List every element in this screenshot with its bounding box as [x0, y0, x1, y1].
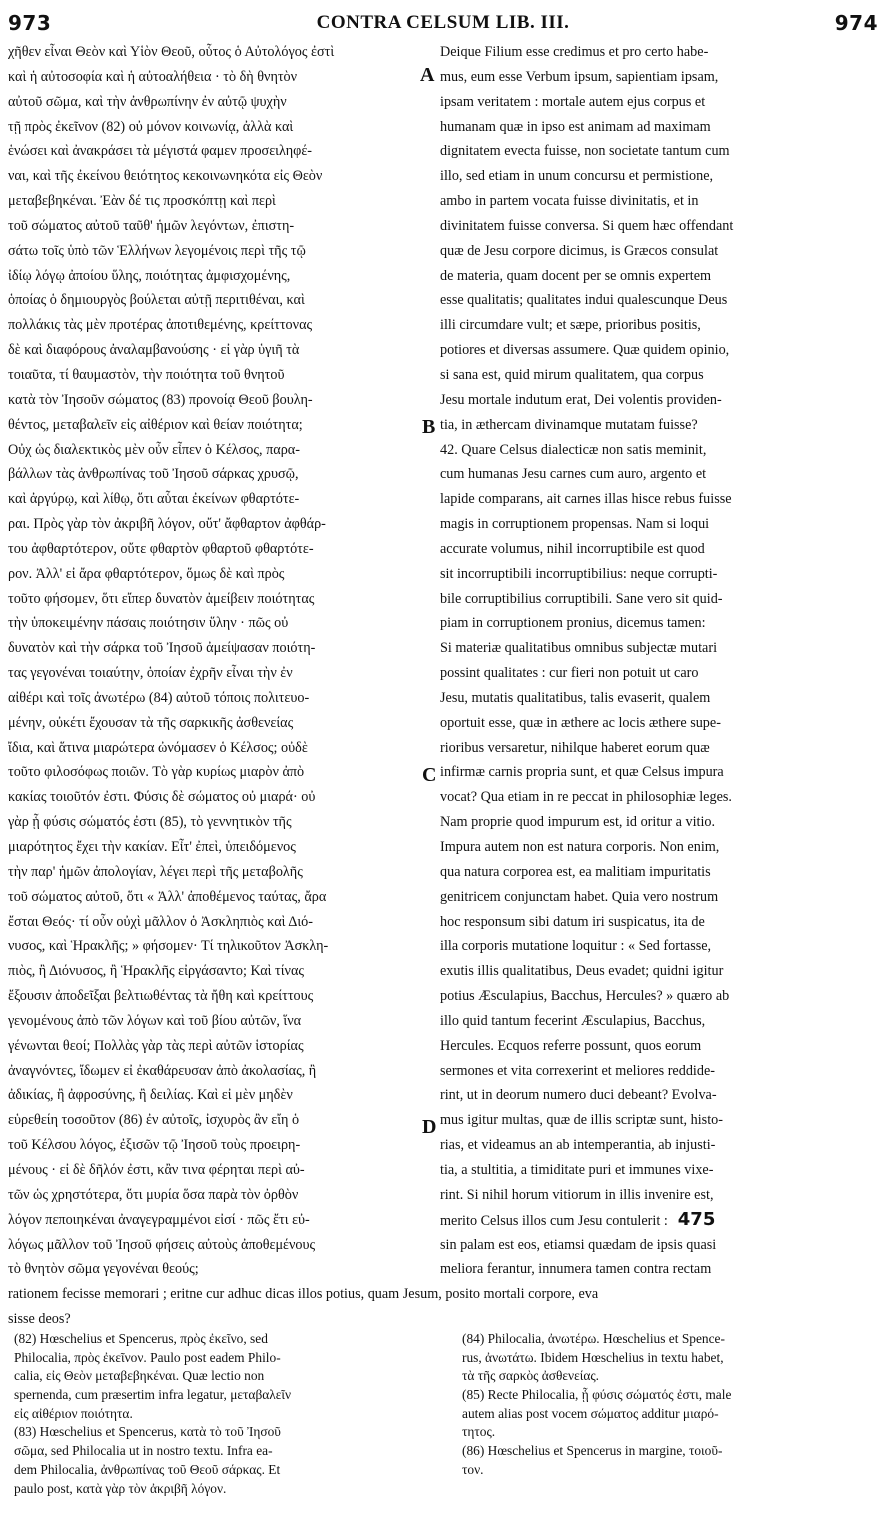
latin-text-line: lapide comparans, ait carnes illas hisce rebus fuisse [440, 491, 732, 508]
margin-letter-d: D [422, 1116, 437, 1138]
greek-text-line: πολλάκις τὰς μὲν προτέρας ἀποτιθεμένης, κρείττονας [8, 317, 313, 334]
latin-text-line: Impura autem non est natura corporis. Non enim, [440, 839, 720, 855]
greek-text-line: γὰρ ᾗ φύσις σώματός ἐστι (85), τὸ γεννητικὸν τῆς [8, 814, 292, 831]
greek-text-line: μεταβεβηκέναι. Ἐὰν δέ τις προσκόπτῃ καὶ περὶ [8, 193, 276, 210]
footnotes-left-column [14, 1330, 424, 1498]
footnote-line: τὰ τῆς σαρκὸς ἀσθενείας. [462, 1368, 600, 1384]
column-page-number: 475 [677, 1208, 716, 1230]
footnotes-right-column [462, 1330, 876, 1480]
latin-text-line: Jesu mortale indutum erat, Dei volentis providen- [440, 391, 722, 408]
latin-text-line: rias, et videamus an ab intemperantia, ab injusti- [440, 1137, 716, 1154]
running-header [8, 8, 878, 38]
greek-text-column [8, 40, 424, 1282]
greek-text-line: τοῦ σώματος αὐτοῦ ταῦθ' ἡμῶν λεγόντων, ἐπιστη- [8, 217, 295, 234]
greek-text-line: λόγως μᾶλλον τοῦ Ἰησοῦ φήσεις αὐτοὺς ἀποθεμένους [8, 1236, 316, 1253]
greek-text-line: τὸ θνητὸν σῶμα γεγονέναι θεούς; [8, 1261, 199, 1278]
latin-text-line: esse qualitatis; qualitates indui qualescunque Deus [440, 292, 728, 309]
greek-text-line: ἑνώσει καὶ ἀνακράσει τὰ μέγιστά φαμεν προσειληφέ- [8, 143, 313, 160]
greek-text-line: τοῦτο φιλοσόφως ποιῶν. Τὸ γὰρ κυρίως μιαρὸν ἀπὸ [8, 764, 305, 781]
latin-text-line: de materia, quam docent per se omnis expertem [440, 267, 712, 284]
latin-text-line: merito Celsus illos cum Jesu contulerit : 475 [440, 1208, 716, 1230]
greek-text-line: γένωνται θεοί; Πολλὰς γὰρ τὰς περὶ αὐτῶν ἱστορίας [8, 1037, 304, 1054]
footnote-line: dem Philocalia, ἀνθρωπίνας τοῦ Θεοῦ σάρκας. Et [14, 1461, 281, 1477]
greek-text-line: τὴν ὑποκειμένην πάσαις ποιότησιν ὕλην · πῶς οὐ [8, 615, 289, 632]
footnote-line: σῶμα, sed Philocalia ut in nostro textu. Infra ea- [14, 1443, 273, 1459]
greek-text-line: τας γεγονέναι τοιαύτην, ὁποίαν ἐχρῆν εἶναι τὴν ἐν [8, 665, 293, 682]
footnote-line: paulo post, κατὰ γὰρ τὸν ἀκριβῆ λόγον. [14, 1480, 227, 1496]
latin-text-line: hoc responsum sibi datum iri suspicatus, ita de [440, 913, 705, 930]
footnote-line: rus, ἀνωτάτω. Ibidem Hœschelius in textu habet, [462, 1349, 724, 1365]
footnote-line: (83) Hœschelius et Spencerus, κατὰ τὸ τοῦ Ἰησοῦ [14, 1424, 281, 1440]
greek-text-line: ἔσται Θεός· τί οὖν οὐχὶ μᾶλλον ὁ Ἀσκληπιὸς καὶ Διό- [8, 913, 313, 930]
latin-text-line: si sana est, quid mirum qualitatem, qua corpus [440, 366, 704, 383]
greek-text-line: τοῦ Κέλσου λόγος, ἐξισῶν τῷ Ἰησοῦ τοὺς προειρη- [8, 1137, 301, 1154]
greek-text-line: μένους · εἰ δὲ δῆλόν ἐστι, κἂν τινα φέρηται περὶ αὐ- [8, 1161, 305, 1178]
latin-text-line: ambo in partem vocata fuisse divinitatis, et in [440, 193, 699, 210]
margin-letter-a: A [420, 64, 435, 86]
greek-text-line: δὲ καὶ διαφόρους ἀναλαμβανούσης · εἰ γὰρ ὑγιῆ τὰ [8, 342, 300, 359]
greek-text-line: μιαρότητος ἔχει τὴν κακίαν. Εἶτ' ἐπεὶ, ὑπειδόμενος [8, 839, 296, 855]
greek-text-line: Οὐχ ὡς διαλεκτικὸς μὲν οὖν εἶπεν ὁ Κέλσος, παρα- [8, 441, 300, 458]
greek-text-line: ρον. Ἀλλ' εἰ ἄρα φθαρτότερον, ὅμως δὲ καὶ πρὸς [8, 565, 285, 582]
latin-text-line: genitricem conjunctam habet. Quia vero nostrum [440, 888, 719, 905]
latin-text-line: illo quid tantum fecerint Æsculapius, Bacchus, [440, 1012, 706, 1029]
footnote-line: τητος. [462, 1424, 496, 1440]
latin-text-line: bile corruptibilius corruptibili. Sane vero sit quid- [440, 590, 723, 607]
greek-text-line: αἰθέρι καὶ τοῖς ἀνωτέρω (84) αὐτοῦ τόποις πολιτευο- [8, 689, 310, 706]
latin-text-line: tia, a stultitia, a timiditate puri et immunes vixe- [440, 1161, 714, 1178]
greek-text-line: βάλλων τὰς ἀνθρωπίνας τοῦ Ἰησοῦ σάρκας χρυσῷ, [8, 466, 299, 483]
right-page-number: 974 [834, 11, 878, 35]
greek-text-line: κακίας τοιοῦτόν ἐστι. Φύσις δὲ σώματος οὐ μιαρά· οὐ [8, 789, 316, 806]
latin-text-line: infirmæ carnis propria sunt, et quæ Celsus impura [440, 764, 724, 781]
latin-text-line: rint. Si nihil horum vitiorum in illis invenire est, [440, 1186, 714, 1203]
latin-text-line: possint qualitates : cur fieri non potuit ut caro [440, 665, 699, 682]
greek-text-line: λόγον πεποιηκέναι ἀναγεγραμμένοι εἰσί · πῶς ἔτι εὐ- [8, 1211, 310, 1228]
latin-text-line: quæ de Jesu corpore dicimus, is Græcos consulat [440, 242, 719, 259]
greek-text-line: ἴδια, καὶ ἅτινα μιαρώτερα ὠνόμασεν ὁ Κέλσος; οὐδὲ [8, 739, 308, 756]
latin-text-line: Nam proprie quod impurum est, id oritur a vitio. [440, 814, 716, 831]
continuation-line: sisse deos? [8, 1310, 71, 1327]
footnote-line: autem alias post vocem σώματος additur μιαρό- [462, 1405, 719, 1421]
latin-text-line: potiores et diversas assumere. Quæ quidem opinio, [440, 342, 730, 359]
latin-text-line: Deique Filium esse credimus et pro certo habe- [440, 44, 709, 60]
latin-text-column [440, 40, 876, 1282]
latin-text-line: dignitatem evecta fuisse, non societate tantum cum [440, 143, 730, 160]
latin-text-line: sermones et vita correxerint et meliores reddide- [440, 1062, 715, 1079]
greek-text-line: ἀδικίας, ἢ ἀφροσύνης, ἢ δειλίας. Καὶ εἰ μὲν μηδὲν [8, 1087, 293, 1104]
latin-text-line: divinitatem fuisse conversa. Si quem hæc offendant [440, 217, 734, 234]
greek-text-line: γενομένους ἀπὸ τῶν λόγων καὶ τοῦ βίου αὐτῶν, ἵνα [8, 1012, 302, 1029]
full-width-continuation [8, 1282, 876, 1332]
greek-text-line: νυσος, καὶ Ἡρακλῆς; » φήσομεν· Τί τηλικοῦτον Ἀσκλη- [8, 938, 329, 955]
latin-text-line: humanam quæ in ipso est animam ad maximam [440, 118, 711, 135]
greek-text-line: κατὰ τὸν Ἰησοῦν σώματος (83) προνοίᾳ Θεοῦ βουλη- [8, 391, 313, 408]
latin-text-line: mus, eum esse Verbum ipsum, sapientiam ipsam, [440, 68, 719, 85]
latin-text-line: illi circumdare vult; et sæpe, prioribus positis, [440, 317, 701, 334]
latin-text-line: rioribus versaretur, nihilque haberet eorum quæ [440, 739, 710, 756]
latin-text-line: cum humanas Jesu carnes cum auro, argento et [440, 466, 707, 483]
footnote-line: τον. [462, 1461, 484, 1477]
greek-text-line: χῆθεν εἶναι Θεὸν καὶ Υἱὸν Θεοῦ, οὗτος ὁ Αὐτολόγος ἐστὶ [8, 44, 335, 60]
greek-text-line: θέντος, μεταβαλεῖν εἰς αἰθέριον καὶ θείαν ποιότητα; [8, 416, 303, 433]
latin-text-line: exutis illis qualitatibus, Deus evadet; quidni igitur [440, 963, 724, 980]
greek-text-line: ὁποίας ὁ δημιουργὸς βούλεται αὐτῇ περιτιθέναι, καὶ [8, 292, 305, 309]
greek-text-line: ἀναγνόντες, ἴδωμεν εἰ ἐκαθάρευσαν ἀπὸ ἀκολασίας, ἢ [8, 1062, 317, 1079]
footnote-line: calia, εἰς Θεὸν μεταβεβηκέναι. Quæ lectio non [14, 1368, 265, 1384]
latin-text-line: piam in corruptionem pronius, dicemus tamen: [440, 615, 706, 632]
greek-text-line: του ἀφθαρτότερον, οὔτε φθαρτὸν φθαρτοῦ φθαρτότε- [8, 540, 314, 557]
continuation-line: rationem fecisse memorari ; eritne cur adhuc dicas illos potius, quam Jesum, posito mortali corpore, eva [8, 1286, 599, 1302]
latin-text-line: sit incorruptibili incorruptibilius: neque corrupti- [440, 565, 718, 582]
latin-text-line: qua natura corporea est, ea malitiam impuritatis [440, 863, 711, 880]
left-page-number: 973 [8, 11, 52, 35]
greek-text-line: ἰδίῳ λόγῳ ἀποίου ὕλης, ποιότητας ἀμφισχομένης, [8, 267, 291, 284]
greek-text-line: δυνατὸν καὶ τὴν σάρκα τοῦ Ἰησοῦ ἀμείψασαν ποιότη- [8, 640, 316, 657]
greek-text-line: τῶν ὡς χρηστότερα, ὅτι μυρία ὅσα παρὰ τὸν ὀρθὸν [8, 1186, 299, 1203]
footnote-line: spernenda, cum præsertim infra legatur, μεταβαλεῖν [14, 1387, 292, 1403]
greek-text-line: καὶ ἀργύρῳ, καὶ λίθῳ, ὅτι αὗται ἐκείνων φθαρτότε- [8, 491, 300, 508]
latin-text-line: vocat? Qua etiam in re peccat in philosophiæ leges. [440, 789, 732, 806]
latin-text-line: magis in corruptionem propensas. Nam si loqui [440, 516, 710, 533]
greek-text-line: πιὸς, ἢ Διόνυσος, ἢ Ἡρακλῆς εἰργάσαντο; Καὶ τίνας [8, 963, 305, 980]
latin-text-line: mus igitur multas, quæ de illis scriptæ sunt, histo- [440, 1112, 723, 1129]
running-title: CONTRA CELSUM LIB. III. [316, 12, 570, 33]
margin-letter-b: B [422, 416, 436, 438]
footnote-line: εἰς αἰθέριον ποιότητα. [14, 1405, 133, 1421]
latin-text-line: 42. Quare Celsus dialecticæ non satis meminit, [440, 441, 707, 458]
latin-text-line: Hercules. Ecquos referre possunt, quos eorum [440, 1037, 702, 1054]
greek-text-line: τοιαῦτα, τί θαυμαστὸν, τὴν ποιότητα τοῦ θνητοῦ [8, 366, 285, 383]
greek-text-line: μένην, οὐκέτι ἔχουσαν τὰ τῆς σαρκικῆς ἀσθενείας [8, 714, 294, 731]
latin-text-line: Si materiæ qualitatibus omnibus subjectæ mutari [440, 640, 718, 657]
greek-text-line: εὑρεθείη τοσοῦτον (86) ἐν αὐτοῖς, ἰσχυρὸς ἂν εἴη ὁ [8, 1112, 300, 1129]
greek-text-line: τὴν παρ' ἡμῶν ἀπολογίαν, λέγει περὶ τῆς μεταβολῆς [8, 863, 303, 880]
greek-text-line: ναι, καὶ τῆς ἐκείνου θειότητος κεκοινωνηκότα εἰς Θεὸν [8, 168, 323, 185]
greek-text-line: τοῦ σώματος αὐτοῦ, ὅτι « Ἀλλ' ἀποθέμενος ταύτας, ἄρα [8, 888, 327, 905]
latin-text-line: oportuit esse, quæ in æthere ac locis æthere supe- [440, 714, 721, 731]
latin-text-line: tia, in æthercam divinamque mutatam fuisse? [440, 416, 698, 433]
footnote-line: Philocalia, πρὸς ἐκεῖνον. Paulo post eadem Philo- [14, 1349, 281, 1365]
greek-text-line: τῇ πρὸς ἐκεῖνον (82) οὐ μόνον κοινωνίᾳ, ἀλλὰ καὶ [8, 118, 294, 135]
margin-letter-c: C [422, 764, 437, 786]
greek-text-line: τοῦτο φήσομεν, ὅτι εἴπερ δυνατὸν ἀμείβειν ποιότητας [8, 590, 315, 607]
footnote-line: (84) Philocalia, ἀνωτέρω. Hœschelius et Spence- [462, 1331, 725, 1346]
latin-text-line: illa corporis mutatione loquitur : « Sed fortasse, [440, 938, 712, 955]
latin-text-line: Jesu, mutatis qualitatibus, talis evaserit, qualem [440, 689, 711, 706]
latin-text-line: sin palam est eos, etiamsi quædam de ipsis quasi [440, 1236, 717, 1253]
greek-text-line: ραι. Πρὸς γὰρ τὸν ἀκριβῆ λόγον, οὔτ' ἄφθαρτον ἀφθάρ- [8, 516, 326, 533]
greek-text-line: σάτω τοῖς ὑπὸ τῶν Ἑλλήνων λεγομένοις περὶ τῆς τῷ [8, 242, 306, 259]
greek-text-line: αὐτοῦ σῶμα, καὶ τὴν ἀνθρωπίνην ἐν αὐτῷ ψυχὴν [8, 93, 287, 110]
footnote-line: (85) Recte Philocalia, ᾗ φύσις σώματός ἐστι, male [462, 1387, 732, 1403]
latin-text-line: potius Æsculapius, Bacchus, Hercules? » quæro ab [440, 988, 730, 1005]
latin-text-line: meliora ferantur, innumera tamen contra rectam [440, 1261, 712, 1278]
footnote-line: (82) Hœschelius et Spencerus, πρὸς ἐκεῖνο, sed [14, 1331, 268, 1346]
footnote-line: (86) Hœschelius et Spencerus in margine, τοιοῦ- [462, 1443, 723, 1459]
greek-text-line: ἔξουσιν ἀποδεῖξαι βελτιωθέντας τὰ ἤθη καὶ κρείττους [8, 988, 314, 1005]
greek-text-line: καὶ ἡ αὐτοσοφία καὶ ἡ αὐτοαλήθεια · τὸ δὴ θνητὸν [8, 68, 298, 85]
latin-text-line: rint, ut in deorum numero duci debeant? Evolva- [440, 1087, 717, 1104]
latin-text-line: accurate volumus, nihil incorruptibile est quod [440, 540, 705, 557]
latin-text-line: ipsam veritatem : mortale autem ejus corpus et [440, 93, 706, 110]
latin-text-line: illo, sed etiam in unum concursu et permistione, [440, 168, 714, 185]
